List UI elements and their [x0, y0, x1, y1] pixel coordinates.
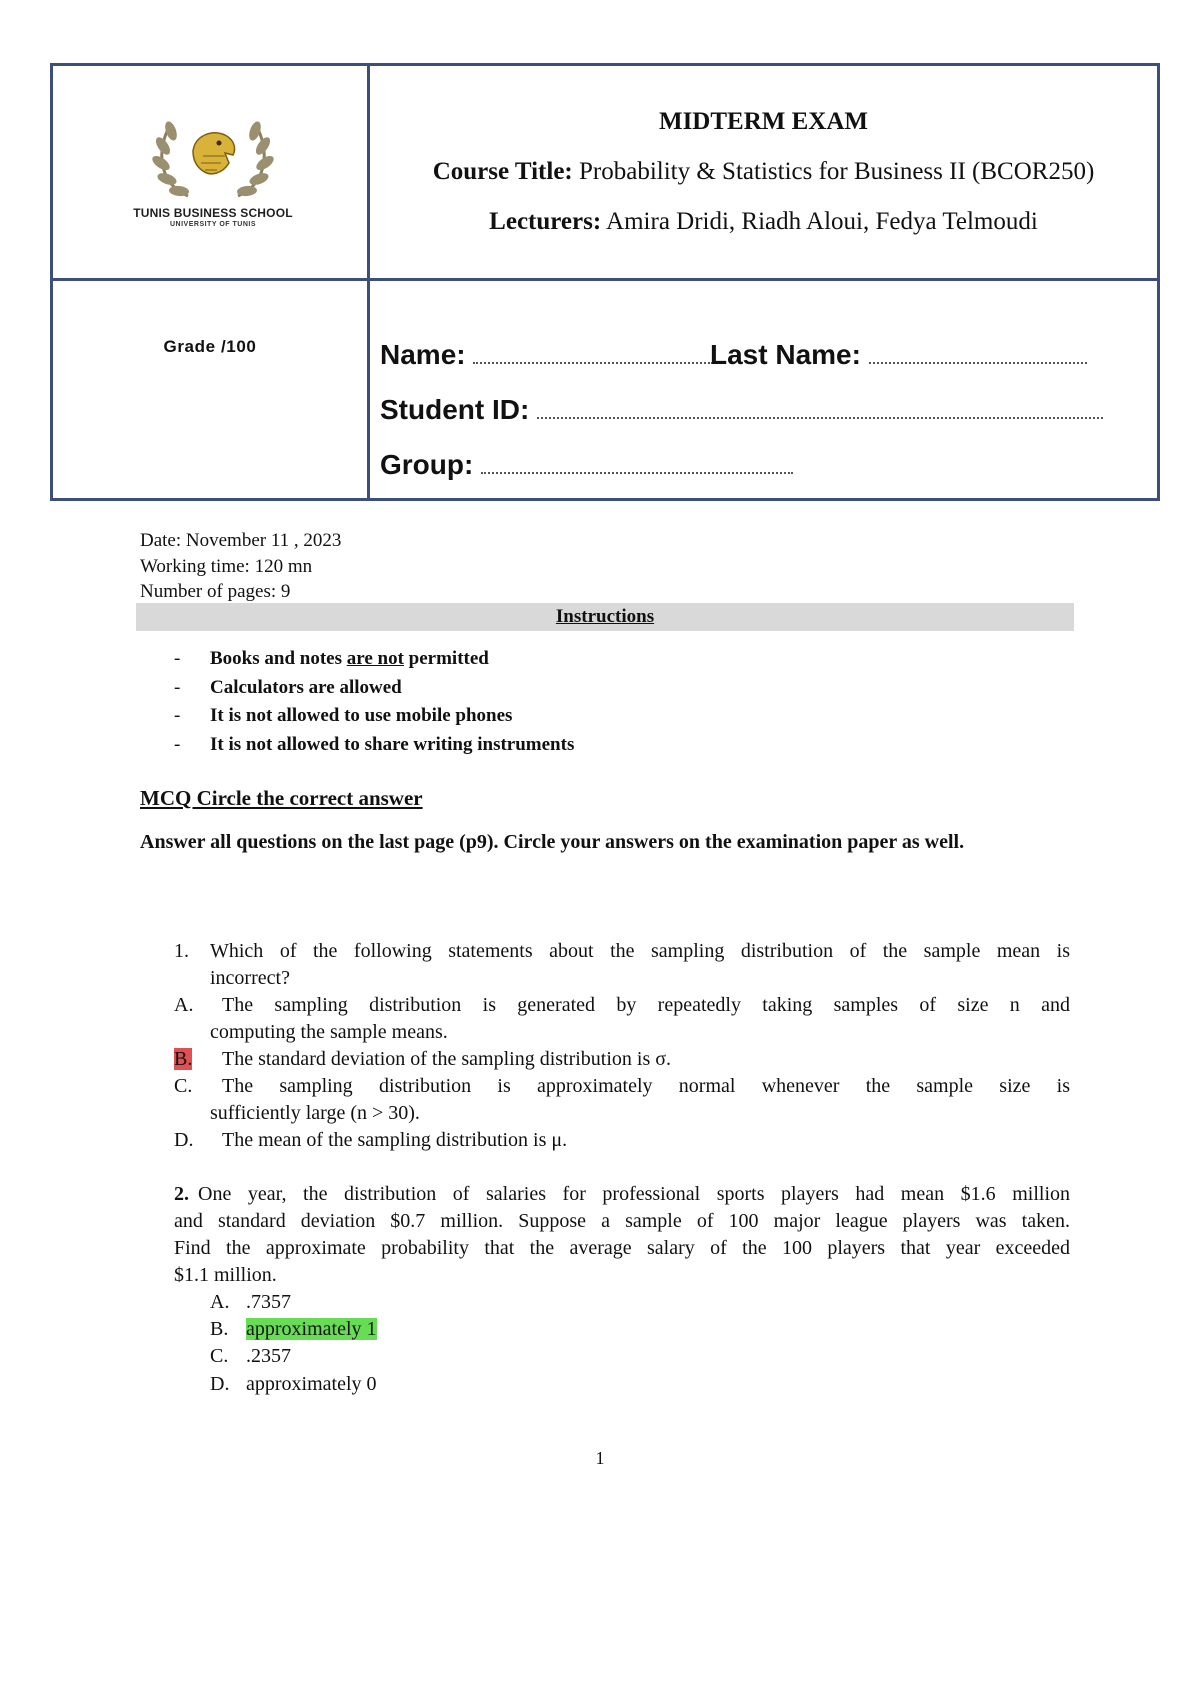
question-text: incorrect?	[210, 967, 290, 989]
option-text[interactable]: sufficiently large (n > 30).	[210, 1102, 420, 1124]
question-text: and standard deviation $0.7 million. Suppose a sample of 100 major league players was taken.	[174, 1210, 1070, 1232]
option-text[interactable]: The sampling distribution is approximately normal whenever the sample size is	[222, 1075, 1070, 1097]
option-text[interactable]: .2357	[246, 1345, 291, 1367]
grade-label: Grade /100	[163, 337, 257, 356]
group-blank[interactable]	[481, 471, 793, 474]
course-title-line	[370, 158, 1157, 186]
exam-header-table	[50, 63, 1160, 501]
option-letter[interactable]: B.	[210, 1318, 229, 1340]
option-letter[interactable]: D.	[210, 1373, 230, 1395]
question-text: Which of the following statements about the sampling distribution of the sample mean is	[210, 940, 1070, 962]
logo-cell	[53, 66, 367, 278]
option-text[interactable]: The standard deviation of the sampling distribution is σ.	[222, 1048, 672, 1070]
instruction-text: It is not allowed to use mobile phones	[210, 705, 513, 726]
answer-instructions: Answer all questions on the last page (p9). Circle your answers on the examination paper as well.	[140, 831, 965, 853]
option-text[interactable]: .7357	[246, 1291, 291, 1313]
question-text: One year, the distribution of salaries for professional sports players had mean $1.6 million	[198, 1183, 1070, 1205]
course-title-value: Probability & Statistics for Business II (BCOR250)	[579, 158, 1095, 185]
school-logo	[133, 111, 293, 236]
instruction-text: Books and notes	[210, 648, 347, 669]
option-text-highlighted[interactable]: approximately 1	[246, 1318, 377, 1340]
last-name-field[interactable]	[710, 339, 1087, 371]
instruction-text: Calculators are allowed	[210, 677, 402, 698]
exam-title: MIDTERM EXAM	[658, 108, 868, 135]
last-name-label: Last Name:	[710, 339, 861, 370]
group-field[interactable]	[380, 449, 793, 481]
lecturers-line	[370, 208, 1157, 236]
student-info-cell	[370, 281, 1157, 498]
lecturers-value: Amira Dridi, Riadh Aloui, Fedya Telmoudi	[606, 208, 1038, 235]
option-text[interactable]: computing the sample means.	[210, 1021, 448, 1043]
exam-date: Date: November 11 , 2023	[140, 530, 342, 551]
page-number: 1	[595, 1448, 605, 1468]
option-letter[interactable]: A.	[210, 1291, 230, 1313]
working-time: Working time: 120 mn	[140, 556, 313, 577]
logo-university-name: UNIVERSITY OF TUNIS	[170, 221, 256, 228]
course-title-label: Course Title:	[432, 158, 573, 185]
option-letter-highlighted[interactable]: B.	[174, 1048, 193, 1070]
last-name-blank[interactable]	[869, 361, 1087, 364]
logo-school-name: TUNIS BUSINESS SCHOOL	[133, 206, 293, 220]
student-id-blank[interactable]	[537, 416, 1103, 419]
grade-cell	[53, 281, 367, 498]
name-blank[interactable]	[473, 361, 713, 364]
number-of-pages: Number of pages: 9	[140, 581, 291, 602]
name-label: Name:	[380, 339, 466, 370]
option-letter[interactable]: D.	[174, 1129, 194, 1151]
option-letter[interactable]: C.	[174, 1075, 193, 1097]
student-id-field[interactable]	[380, 394, 1103, 426]
option-letter[interactable]: C.	[210, 1345, 229, 1367]
instructions-bar	[136, 603, 1074, 631]
option-letter[interactable]: A.	[174, 994, 194, 1016]
instruction-text: permitted	[403, 648, 489, 669]
name-field[interactable]	[380, 339, 713, 371]
mcq-section-title: MCQ Circle the correct answer	[140, 786, 423, 810]
question-number: 2.	[174, 1183, 189, 1205]
instruction-text: It is not allowed to share writing instruments	[210, 734, 575, 755]
instructions-title: Instructions	[555, 606, 655, 627]
question-text: Find the approximate probability that the average salary of the 100 players that year exceeded	[174, 1237, 1070, 1259]
option-text[interactable]: approximately 0	[246, 1373, 377, 1395]
question-number: 1.	[174, 940, 189, 962]
group-label: Group:	[380, 449, 474, 480]
lecturers-label: Lecturers:	[489, 208, 602, 235]
instruction-emphasis: are not	[346, 648, 404, 669]
eagle-laurel-icon	[133, 111, 293, 206]
title-cell	[370, 66, 1157, 278]
option-text[interactable]: The mean of the sampling distribution is μ.	[222, 1129, 568, 1151]
student-id-label: Student ID:	[380, 394, 530, 425]
question-text: $1.1 million.	[174, 1264, 277, 1286]
option-text[interactable]: The sampling distribution is generated by repeatedly taking samples of size n and	[222, 994, 1070, 1016]
